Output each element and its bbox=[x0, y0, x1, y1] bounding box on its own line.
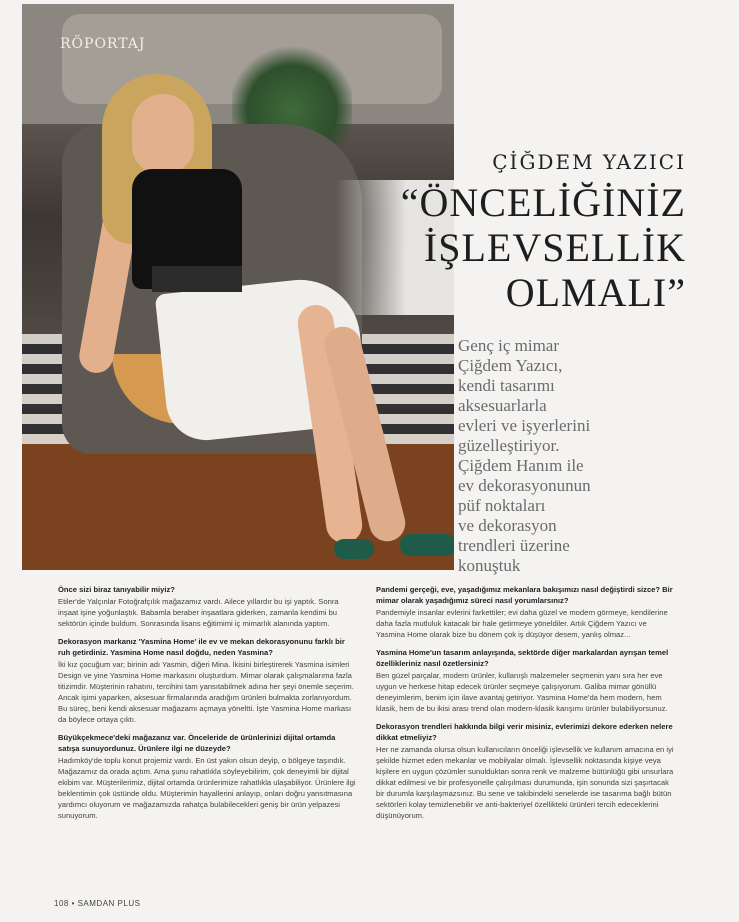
intro-line: Genç iç mimar bbox=[458, 336, 560, 355]
answer: Her ne zamanda olursa olsun kullanıcıların önceliği işlevsellik ve kullanım amacına en iyi şekilde hizmet eden mekanlar ve mobilyalar olmalı. İşlevsellik noktasında kişiye veya kişilere en uygun çözümler sunulduktan sonra renk ve malzeme bütünlüğü gibi unsurlara dikkat edilmesi ve bir profesyonelle çalışılması durumunda, işin sonunda sizi şaşırtacak bir durumla karşılaşmazsınız. Bu sene ve takibindeki senelerde ise tasarıma bağlı bütün sektörleri kolay temizlenebilir ve anti-bakteriyel özellikteki ürünleri tercih edeceklerini düşünüyorum. bbox=[376, 745, 674, 820]
intro-line: ve dekorasyon bbox=[458, 516, 557, 535]
headline-line: OLMALI” bbox=[505, 270, 686, 315]
question: Yasmina Home'un tasarım anlayışında, sektörde diğer markalardan ayrışan temel özellikleriniz nasıl özetlersiniz? bbox=[376, 648, 669, 668]
intro-line: kendi tasarımı bbox=[458, 376, 555, 395]
headline-line: “ÖNCELİĞİNİZ bbox=[400, 180, 686, 225]
intro-line: Çiğdem Hanım ile bbox=[458, 456, 584, 475]
photo-face bbox=[132, 94, 194, 174]
article-column-left bbox=[58, 584, 358, 821]
question: Dekorasyon markanız 'Yasmina Home' ile ev ve mekan dekorasyonunu farklı bir ruh getirdiniz. Yasmina Home nasıl doğdu, neden Yasmina? bbox=[58, 637, 345, 657]
answer: İki kız çocuğum var; birinin adı Yasmin, diğeri Mina. İkisini birleştirerek Yasmina isimleri Design ve yine Yasmina Home markasını oluşturdum. Mimar olarak çalışmalarıma fazla titizimdir. Müşterinin rahatını, tercihini tam yansıtabilmek adına her şeyi önemle seçerim. Ancak işimi yaparken, aksesuar firmalarında aradığım ürünleri bulmakta zorlanıyordum. Bu süreç, beni kendi aksesuar mağazamı açmaya yöneltti. İşte Yasmina Home markası da böylece ortaya çıktı. bbox=[58, 660, 354, 724]
article-column-right bbox=[376, 584, 676, 821]
intro-text bbox=[458, 336, 688, 576]
question: Önce sizi biraz tanıyabilir miyiz? bbox=[58, 585, 175, 594]
answer: Etiler'de Yalçınlar Fotoğrafçılık mağazamız vardı. Ailece yıllardır bu işi yaptık. Sonra inşaat işine yoğunlaştık. Babamla beraber inşaatlara giderken, zamanla kendimi bu sektörün içinde buldum. Sonrasında lisans eğitimimi iç mimarlık alanında yaptım. bbox=[58, 597, 339, 628]
intro-line: Çiğdem Yazıcı, bbox=[458, 356, 563, 375]
intro-line: aksesuarlarla bbox=[458, 396, 547, 415]
intro-line: püf noktaları bbox=[458, 496, 546, 515]
headline bbox=[336, 180, 686, 315]
section-label: RÖPORTAJ bbox=[60, 36, 146, 52]
answer: Hadımköy'de toplu konut projemiz vardı. En üst yakın olsun deyip, o bölgeye taşındık. Mağazamız da orada açtım. Ama şunu rahatlıkla söyleyebilirim, çok deneyimli bir dijital ekibim var. Müşterilerimiz, dijital ortamda ürünlerimize rahatlıkla ulaşabiliyor. Ürünlere ilgi beklentimin çok üstünde oldu. Müşterimin hayallerini anlayıp, onları doğru yansıtmasına yardımcı oluyorum ve mağazamızda rahatça bulabilecekleri geniş bir ürün yelpazesi sunuyorum. bbox=[58, 756, 356, 820]
intro-line: evleri ve işyerlerini bbox=[458, 416, 591, 435]
question: Dekorasyon trendleri hakkında bilgi verir misiniz, evlerimizi dekore ederken nelere dikkat etmeliyiz? bbox=[376, 722, 673, 742]
intro-line: güzelleştiriyor. bbox=[458, 436, 560, 455]
photo-belt bbox=[152, 266, 242, 292]
page-footer: 108 • SAMDAN PLUS bbox=[54, 899, 141, 908]
intro-line: trendleri üzerine bbox=[458, 536, 570, 555]
headline-line: İŞLEVSELLİK bbox=[423, 225, 686, 270]
intro-line: ev dekorasyonunun bbox=[458, 476, 591, 495]
answer: Ben güzel parçalar, modern ürünler, kullanışlı malzemeler seçmenin yanı sıra her eve uygun ve herkese hitap edecek ürünler seçmeye çalışıyorum. Galiba mimar gönüllü deneyimlerim, benim için ilave avantaj getiriyor. Yasmina Home'da hem modern, hem klasik, hem de bu ikisi arası trend olan modern-klasik karışımı ürünler bulabiliyorsunuz. bbox=[376, 671, 668, 713]
intro-line: konuştuk bbox=[458, 556, 521, 575]
question: Büyükçekmece'deki mağazanız var. Önceleride de ürünlerinizi dijital ortamda satışa sunuyordunuz. Ürünlere ilgi ne düzeyde? bbox=[58, 733, 336, 753]
interviewee-name: ÇİĞDEM YAZICI bbox=[492, 150, 686, 174]
photo-green-shoe bbox=[334, 539, 374, 559]
question: Pandemi gerçeği, eve, yaşadığımız mekanlara bakışımızı nasıl değiştirdi sizce? Bir mimar olarak yaşadığımız süreci nasıl yorumlarsınız? bbox=[376, 585, 673, 605]
photo-green-shoe bbox=[400, 534, 454, 556]
answer: Pandemiyle insanlar evlerini farkettiler; evi daha güzel ve modern görmeye, kendilerine daha fazla mutluluk katacak bir hale getirmeye yöneldiler. Artık Çiğdem Yazıcı ve Yasmina Home olarak bize bu dönem çok iş düşüyor desem, yanlış olmaz... bbox=[376, 608, 668, 639]
